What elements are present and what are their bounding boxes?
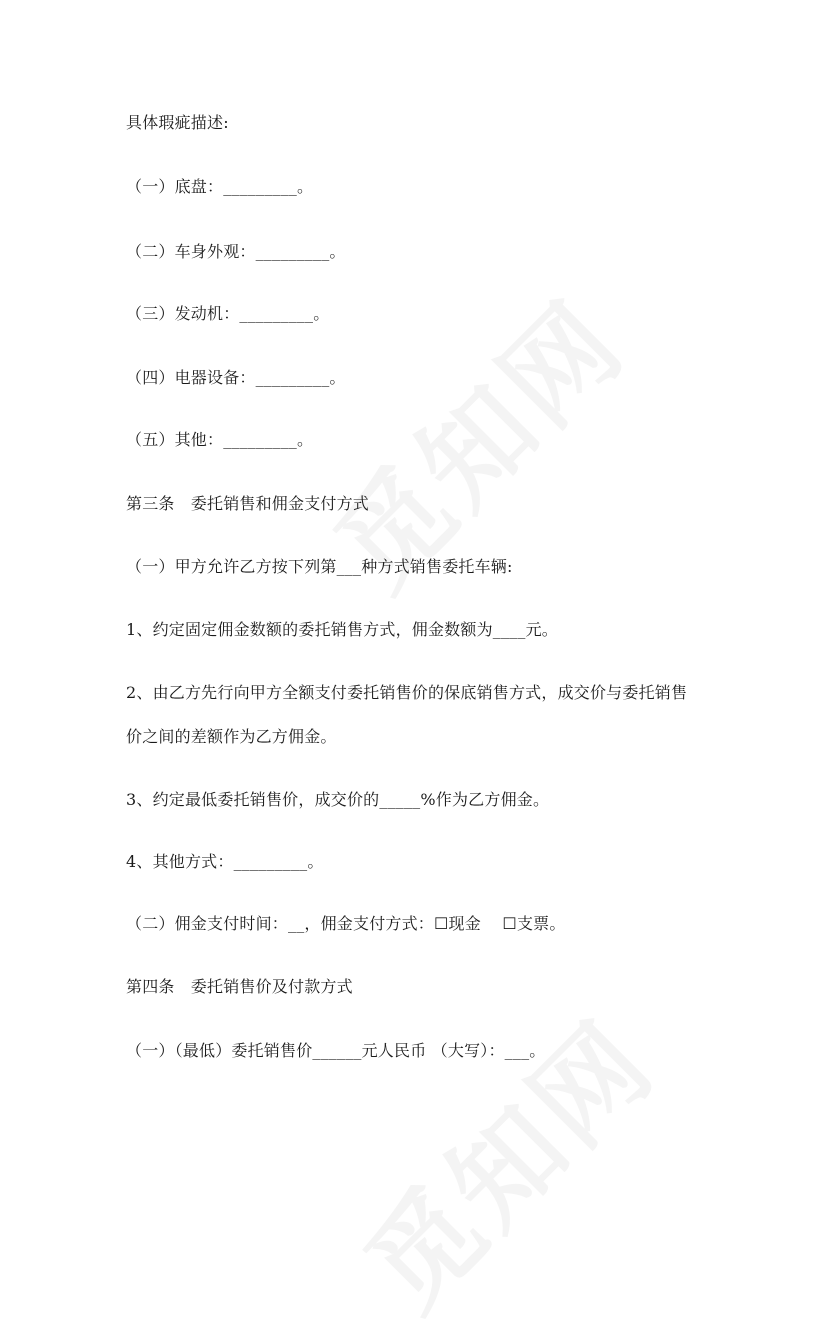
sales-method-4: 4、其他方式：_________。 bbox=[126, 852, 324, 871]
defect-item-electrical: （四）电器设备：_________。 bbox=[126, 368, 346, 387]
defect-item-engine: （三）发动机：_________。 bbox=[126, 304, 330, 323]
article-four-clause-1: （一）（最低）委托销售价______元人民币 （大写）：___。 bbox=[126, 1041, 546, 1060]
article-four-heading: 第四条 委托销售价及付款方式 bbox=[126, 977, 353, 996]
defect-item-chassis: （一）底盘：_________。 bbox=[126, 177, 314, 196]
sales-method-2-line-2: 价之间的差额作为乙方佣金。 bbox=[126, 727, 337, 746]
sales-method-2-line-1: 2、由乙方先行向甲方全额支付委托销售价的保底销售方式，成交价与委托销售 bbox=[126, 683, 688, 702]
watermark-lower bbox=[325, 980, 683, 1338]
article-three-heading: 第三条 委托销售和佣金支付方式 bbox=[126, 494, 370, 513]
defect-description-heading: 具体瑕疵描述: bbox=[126, 113, 229, 132]
sales-method-1: 1、约定固定佣金数额的委托销售方式，佣金数额为____元。 bbox=[126, 620, 558, 639]
article-three-clause-1: （一）甲方允许乙方按下列第___种方式销售委托车辆: bbox=[126, 557, 513, 576]
defect-item-body: （二）车身外观：_________。 bbox=[126, 242, 346, 261]
sales-method-3: 3、约定最低委托销售价，成交价的_____%作为乙方佣金。 bbox=[126, 790, 550, 809]
commission-payment-clause: （二）佣金支付时间：__，佣金支付方式：☐现金 ☐支票。 bbox=[126, 914, 566, 933]
defect-item-other: （五）其他：_________。 bbox=[126, 430, 314, 449]
